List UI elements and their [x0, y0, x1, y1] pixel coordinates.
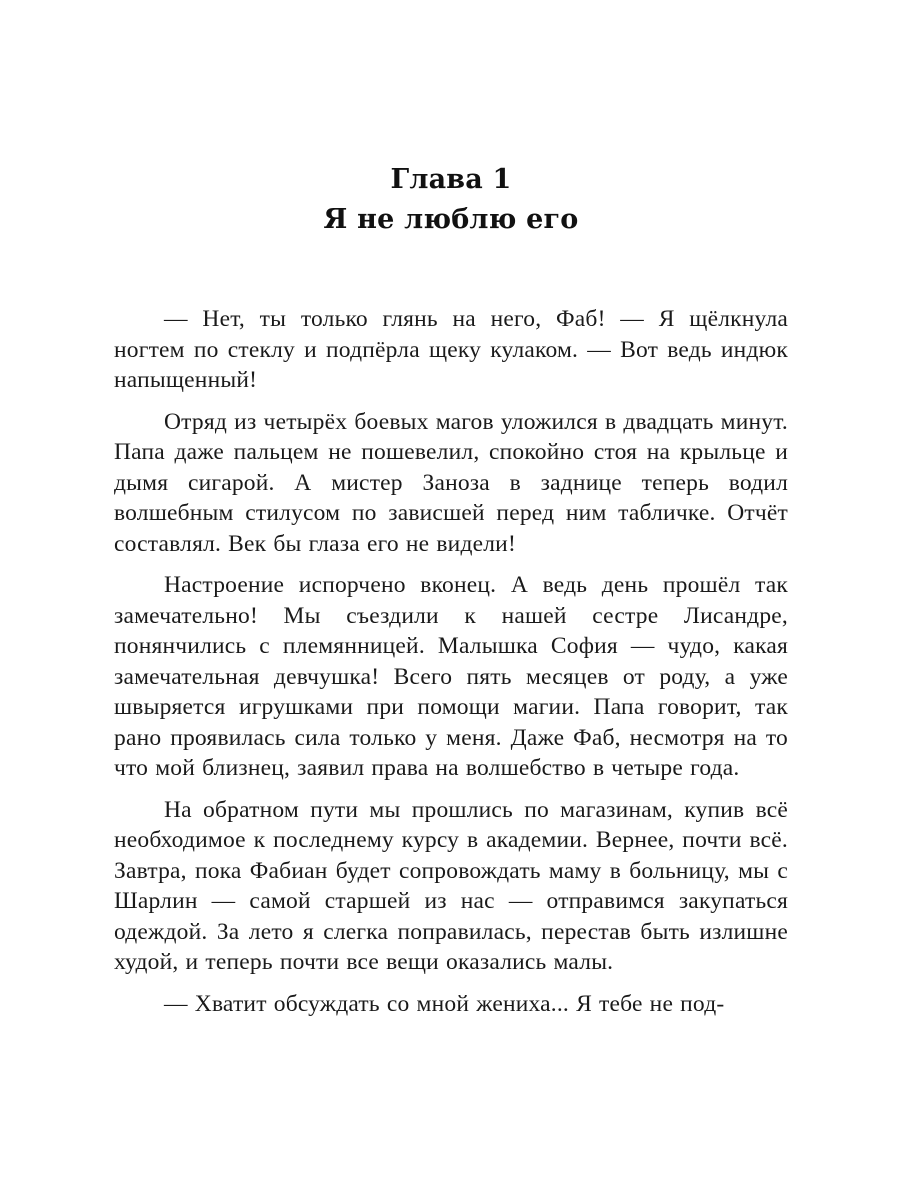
chapter-heading	[114, 160, 788, 240]
chapter-title: Я не люблю его	[323, 204, 579, 235]
paragraph: На обратном пути мы прошлись по магазинам, купив всё необходимое к последнему курсу в академии. Вернее, почти всё. Завтра, пока Фабиан будет сопровождать маму в больницу, мы с Шарлин — самой старшей из нас — отправимся закупаться одеждой. За лето я слегка поправилась, перестав быть излишне худой, и теперь почти все вещи оказались малы.	[114, 796, 788, 975]
paragraph: — Нет, ты только глянь на него, Фаб! — Я щёлкнула ногтем по стеклу и подпёрла щеку кулаком. — Вот ведь индюк напыщенный!	[114, 306, 788, 393]
chapter-body	[114, 304, 788, 1019]
chapter-number: Глава 1	[390, 164, 512, 195]
paragraph: Настроение испорчено вконец. А ведь день прошёл так замечательно! Мы съездили к нашей сестре Лисандре, понянчились с племянницей. Малышка София — чудо, какая замечательная девчушка! Всего пять месяцев от роду, а уже швыряется игрушками при помощи магии. Папа говорит, так рано проявилась сила только у меня. Даже Фаб, несмотря на то что мой близнец, заявил права на волшебство в четыре года.	[114, 572, 788, 781]
paragraph: — Хватит обсуждать со мной жениха... Я тебе не под-	[164, 990, 725, 1017]
paragraph: Отряд из четырёх боевых магов уложился в двадцать минут. Папа даже пальцем не пошевелил, спокойно стоя на крыльце и дымя сигарой. А мистер Заноза в заднице теперь водил волшебным стилусом по зависшей перед ним табличке. Отчёт составлял. Век бы глаза его не видели!	[114, 408, 788, 557]
